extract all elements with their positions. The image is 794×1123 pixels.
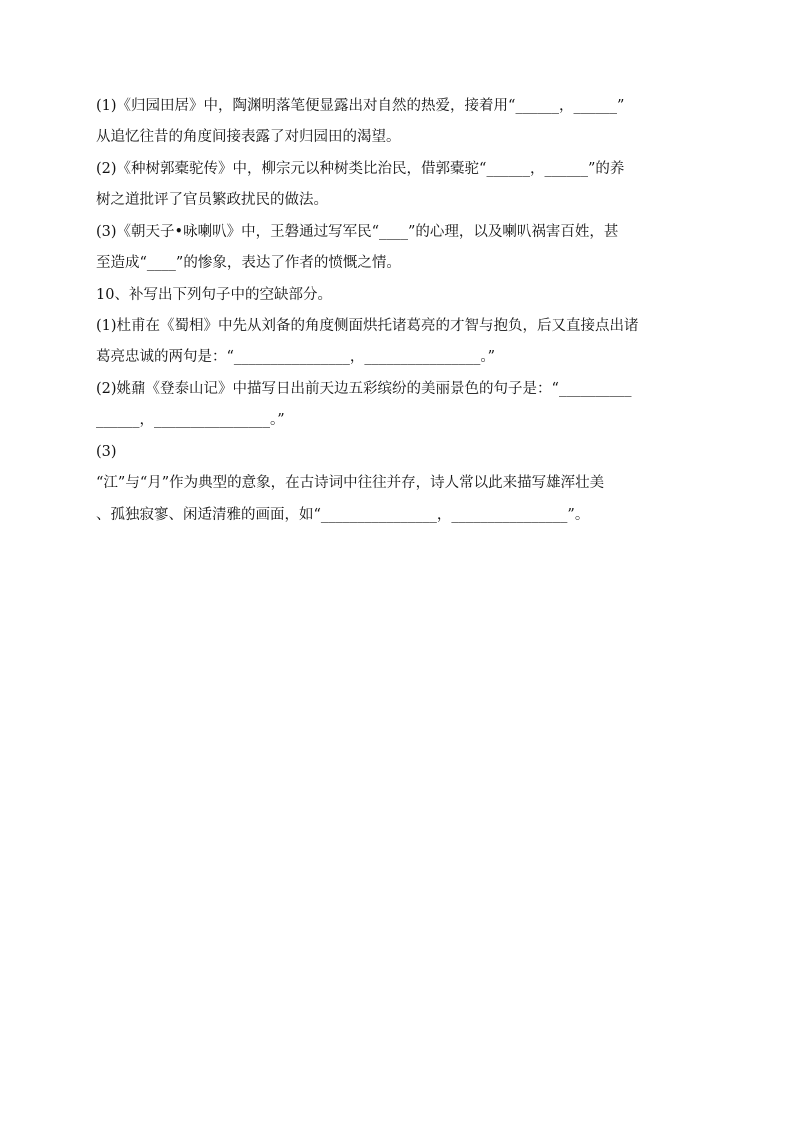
question-10-3-line-1: “江”与“月”作为典型的意象，在古诗词中往往并存，诗人常以此来描写雄浑壮美 [96, 475, 605, 491]
question-9-2-line-1: (2)《种树郭橐驼传》中，柳宗元以种树类比治民，借郭橐驼“______，______”的养 [96, 161, 625, 177]
question-9-1-line-2: 从追忆往昔的角度间接表露了对归园田的渴望。 [96, 129, 401, 145]
question-10-2-line-1: (2)姚鼐《登泰山记》中描写日出前天边五彩缤纷的美丽景色的句子是：“__________ [96, 381, 632, 397]
question-10-3-line-2: 、孤独寂寥、闲适清雅的画面，如“________________，________________”。 [96, 507, 590, 523]
question-9-3-line-2: 至造成“____”的惨象，表达了作者的愤慨之情。 [96, 255, 401, 271]
question-9-1-line-1: (1)《归园田居》中，陶渊明落笔便显露出对自然的热爱，接着用“______，______” [96, 98, 625, 114]
question-10-2-line-2: ______，________________。” [96, 412, 285, 428]
question-9-2-line-2: 树之道批评了官员繁政扰民的做法。 [96, 192, 328, 208]
question-10-1-line-1: (1)杜甫在《蜀相》中先从刘备的角度侧面烘托诸葛亮的才智与抱负，后又直接点出诸 [96, 318, 639, 334]
question-10-1-line-2: 葛亮忠诚的两句是：“________________，________________。” [96, 349, 496, 365]
question-9-3-line-1: (3)《朝天子•咏喇叭》中，王磐通过写军民“____”的心理，以及喇叭祸害百姓，甚 [96, 224, 619, 240]
question-10-3-label: (3) [96, 444, 117, 460]
question-10-heading: 10、补写出下列句子中的空缺部分。 [96, 287, 332, 303]
